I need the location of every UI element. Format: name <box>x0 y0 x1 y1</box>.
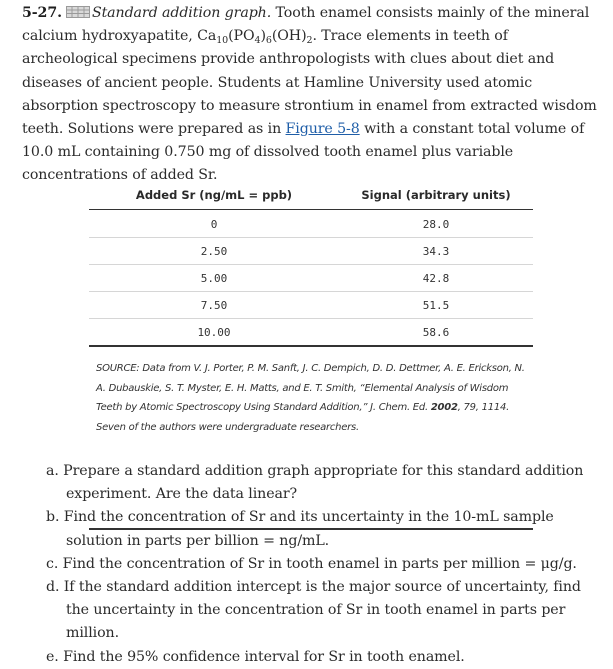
problem-text-part2: . Trace elements in teeth of archeological specimens provide anthropologists with clues about diet and diseases of ancient people. Students at Hamline University used atomic absorption spectroscopy to measure strontium in enamel from extracted wisdom teeth. Solutions were prepared as in <box>22 28 597 138</box>
table-body <box>89 211 533 346</box>
col-header-signal: Signal (arbitrary units) <box>361 188 511 202</box>
table-source-note <box>96 359 536 437</box>
table-header <box>89 182 533 208</box>
formula-po4-close: ) <box>260 28 266 45</box>
problem-heading: Standard addition graph. <box>91 5 272 21</box>
problem-number: 5-27. <box>22 5 62 21</box>
col-header-added-sr: Added Sr (ng/mL = ppb) <box>135 188 293 202</box>
source-citation: SOURCE: Data from V. J. Porter, P. M. Sanft, J. C. Dempich, D. D. Dettmer, A. E. Erickson, N. A. Dubauskie, S. T. Myster, E. H. Matts, and E. T. Smith, “Elemental Analysis of Wisdom Teeth by Atomic Spectroscopy Using Standard Addition,” J. Chem. Ed. <box>96 363 525 413</box>
cell-signal: 34.3 <box>422 245 450 258</box>
cell-added-sr: 5.00 <box>200 272 228 285</box>
problem-text-part3: with a constant total volume of 10.0 mL containing 0.750 mg of dissolved tooth enamel plus variable concentrations of added Sr. <box>22 121 585 184</box>
table-row <box>89 211 533 238</box>
formula-ca: Ca <box>197 28 217 45</box>
figure-link[interactable]: Figure 5-8 <box>285 121 360 138</box>
cell-added-sr: 7.50 <box>200 299 228 312</box>
question-c: c. Find the concentration of Sr in tooth enamel in parts per million = μg/g. <box>46 555 577 572</box>
formula-po4-subscript: 4 <box>254 35 261 47</box>
cell-signal: 51.5 <box>422 299 450 312</box>
cell-added-sr: 10.00 <box>197 326 231 339</box>
table-row <box>89 265 533 292</box>
table-row <box>89 292 533 319</box>
cell-added-sr: 0 <box>210 218 218 231</box>
table-top-rule <box>89 209 533 210</box>
question-list <box>46 460 606 669</box>
formula-po4-count: 6 <box>265 35 272 47</box>
formula-ca-subscript: 10 <box>216 35 229 47</box>
data-table <box>89 182 533 339</box>
question-e: e. Find the 95% confidence interval for Sr in tooth enamel. <box>46 648 465 665</box>
cell-signal: 42.8 <box>422 272 450 285</box>
question-d: d. If the standard addition intercept is the major source of uncertainty, find the uncertainty in the concentration of Sr in tooth enamel in parts per million. <box>46 579 581 642</box>
formula-po4: (PO <box>228 28 255 45</box>
cell-added-sr: 2.50 <box>200 245 228 258</box>
question-a: a. Prepare a standard addition graph appropriate for this standard addition experiment. Are the data linear? <box>46 463 584 503</box>
cell-signal: 28.0 <box>422 218 450 231</box>
formula-oh: (OH) <box>271 28 307 45</box>
question-b: b. Find the concentration of Sr and its uncertainty in the 10-mL sample solution in parts per billion = ng/mL. <box>46 509 554 549</box>
formula-oh-count: 2 <box>306 35 313 47</box>
source-suffix: , 79, 1114. Seven of the authors were undergraduate researchers. <box>96 402 510 433</box>
table-row <box>89 319 533 346</box>
table-mid-rule <box>89 345 533 347</box>
cell-signal: 58.6 <box>422 326 450 339</box>
problem-statement <box>22 2 602 188</box>
table-row <box>89 238 533 265</box>
source-year: 2002 <box>430 402 458 413</box>
spreadsheet-icon[interactable] <box>66 3 90 15</box>
problem-text-part1: Tooth enamel consists mainly of the mineral calcium hydroxyapatite, <box>22 5 590 45</box>
